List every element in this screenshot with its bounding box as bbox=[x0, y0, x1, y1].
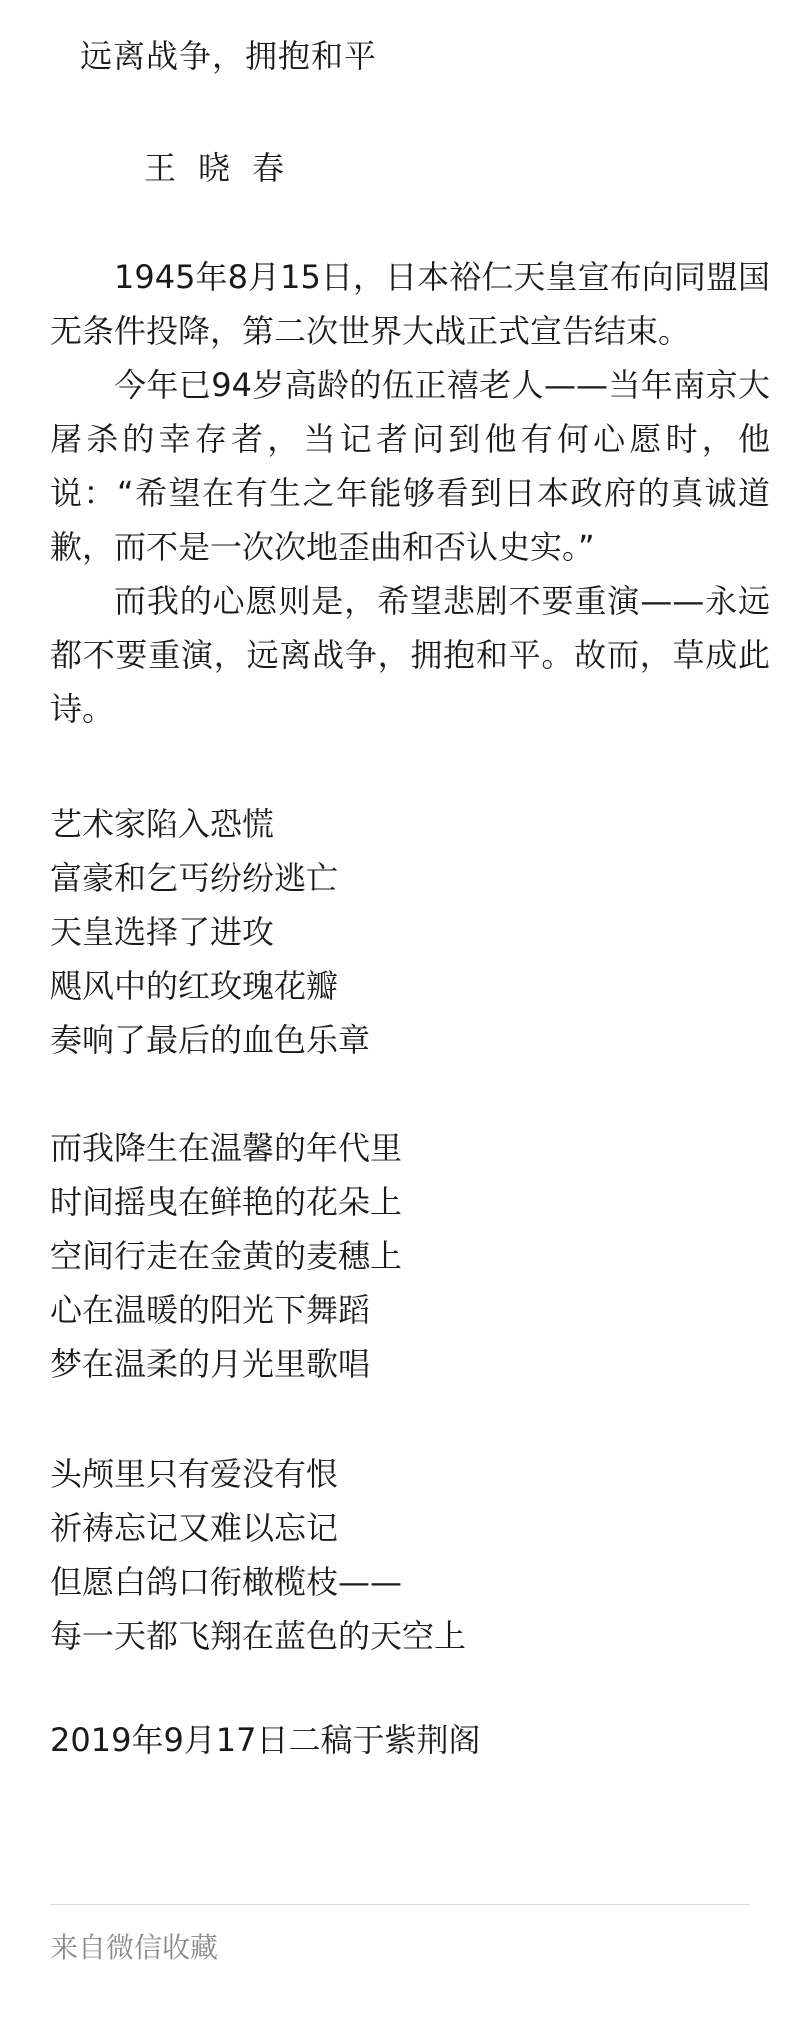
poem-line: 时间摇曳在鲜艳的花朵上 bbox=[50, 1183, 403, 1221]
poem-line: 艺术家陷入恐慌 bbox=[50, 805, 275, 843]
article-author: 王晓春 bbox=[144, 149, 307, 187]
poem-line: 而我降生在温馨的年代里 bbox=[50, 1129, 403, 1167]
article-title: 远离战争，拥抱和平 bbox=[80, 37, 378, 75]
date-line: 2019年9月17日二稿于紫荆阁 bbox=[50, 1721, 481, 1759]
article-intro bbox=[50, 250, 770, 736]
poem-line: 但愿白鸽口衔橄榄枝—— bbox=[50, 1563, 403, 1601]
poem-line: 空间行走在金黄的麦穗上 bbox=[50, 1237, 403, 1275]
intro-paragraph: 而我的心愿则是，希望悲剧不要重演——永远都不要重演，远离战争，拥抱和平。故而，草成此诗。 bbox=[50, 582, 770, 728]
poem-line: 祈祷忘记又难以忘记 bbox=[50, 1509, 339, 1547]
poem-line: 奏响了最后的血色乐章 bbox=[50, 1021, 371, 1059]
footer-divider bbox=[50, 1904, 750, 1905]
poem-line: 梦在温柔的月光里歌唱 bbox=[50, 1345, 371, 1383]
source-link[interactable]: 来自微信收藏 bbox=[50, 1931, 219, 1964]
poem-line: 飓风中的红玫瑰花瓣 bbox=[50, 967, 339, 1005]
poem-line: 富豪和乞丐纷纷逃亡 bbox=[50, 859, 339, 897]
poem-stanza bbox=[50, 1121, 770, 1391]
intro-paragraph: 今年已94岁高龄的伍正禧老人——当年南京大屠杀的幸存者，当记者问到他有何心愿时，他说：“希望在有生之年能够看到日本政府的真诚道歉，而不是一次次地歪曲和否认史实。” bbox=[50, 366, 770, 566]
poem-line: 头颅里只有爱没有恨 bbox=[50, 1455, 339, 1493]
poem-line: 心在温暖的阳光下舞蹈 bbox=[50, 1291, 371, 1329]
poem-stanza bbox=[50, 1447, 770, 1663]
intro-paragraph: 1945年8月15日，日本裕仁天皇宣布向同盟国无条件投降，第二次世界大战正式宣告结束。 bbox=[50, 258, 770, 350]
poem-line: 每一天都飞翔在蓝色的天空上 bbox=[50, 1617, 467, 1655]
poem-stanza bbox=[50, 797, 770, 1067]
poem-line: 天皇选择了进攻 bbox=[50, 913, 275, 951]
